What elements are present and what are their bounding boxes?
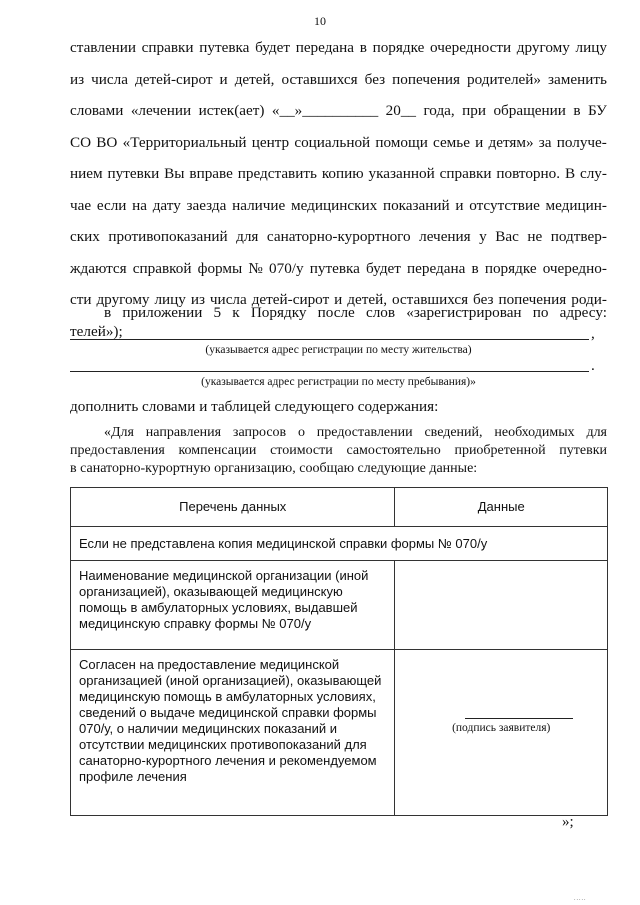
header-data-list: Перечень данных [71, 488, 395, 527]
intro-line: «Для направления запросов о предоставлении сведений, необходимых для [104, 425, 607, 440]
word: адресу: [559, 304, 607, 321]
intro-line: в санаторно-курортную организацию, сообщаю следующие данные: [70, 461, 478, 476]
word: лицу [154, 291, 186, 308]
word: другому [96, 291, 150, 308]
word: в [573, 102, 581, 119]
row1-label: Наименование медицинской организации (иной организацией), оказывающей медицинскую помощь в амбулаторных условиях, выдавшей медицинскую справку формы № 070/у [79, 568, 369, 631]
word: справки [439, 165, 492, 182]
page-number: 10 [314, 14, 326, 28]
word: года, [423, 102, 455, 119]
word: 20__ [385, 102, 416, 119]
word: медицинских [291, 196, 378, 214]
row2-label-cell [71, 650, 395, 816]
word: ждаются [70, 259, 127, 277]
word: числа [91, 70, 128, 88]
word: роди- [571, 291, 607, 308]
address-caption-2: (указывается адрес регистрации по месту пребывания)» [201, 376, 476, 388]
word: детей, [234, 70, 275, 88]
word: наличие [232, 196, 286, 214]
address-rule-end-1: , [591, 325, 595, 342]
word: дату [152, 196, 181, 214]
table-row [71, 650, 608, 816]
word: В [564, 165, 576, 182]
paragraph-line [70, 95, 607, 127]
word: ставлении [70, 39, 136, 56]
word: попечения [392, 70, 460, 88]
word: ских [70, 228, 100, 245]
word: если [96, 196, 127, 214]
table-header-row [71, 488, 608, 527]
paragraph-1 [70, 32, 607, 347]
paragraph-last-line: телей»); [70, 322, 123, 340]
word: другому [516, 39, 570, 56]
word: попечения [498, 291, 567, 308]
word: в [359, 39, 367, 56]
word: 070/у [269, 259, 304, 277]
word: повторно. [496, 165, 561, 182]
word: Вас [495, 228, 519, 245]
table-row [71, 561, 608, 650]
word: обращении [493, 102, 566, 119]
word: «лечении [130, 102, 192, 119]
word: и [455, 196, 464, 214]
word: приложении [122, 304, 203, 321]
word: по [532, 304, 549, 321]
paragraph-line [70, 253, 607, 285]
paragraph-line [70, 158, 607, 190]
word: будет [366, 259, 401, 277]
word: путевка [309, 259, 360, 277]
word: не [527, 228, 543, 245]
word: БУ [587, 102, 607, 119]
word: числа [209, 291, 247, 308]
word: передана [407, 259, 466, 277]
word: без [473, 291, 494, 308]
word: указанной [368, 165, 435, 182]
word: нием [70, 165, 103, 182]
word: «зарегистрирован [406, 304, 522, 321]
word: 5 [213, 304, 222, 321]
word: слов [365, 304, 396, 321]
word: очередно- [542, 259, 607, 277]
corner-mark: ..... [574, 896, 587, 902]
word: будет [255, 39, 290, 56]
word: медицин- [545, 196, 607, 214]
word: заезда [186, 196, 227, 214]
word: копию [321, 165, 364, 182]
word: формы [197, 259, 243, 277]
word: без [364, 70, 386, 88]
word: очередности [430, 39, 512, 56]
signature-area [395, 650, 607, 815]
word: порядке [372, 39, 425, 56]
word: детей-сирот [135, 70, 213, 88]
closing-mark: »; [562, 814, 574, 830]
row2-label: Согласен на предоставление медицинской организацией (иной организацией), оказывающей медицинскую помощь в амбулаторных условиях, сведений о выдаче медицинской справки формы 070/у, о наличии медицинских показаний и отсутствии медицинских противопоказаний для санаторно-курортного лечения и рекомендуемом профиле лечения [79, 657, 382, 784]
word: порядке [484, 259, 537, 277]
word: в [104, 304, 112, 321]
word: из [70, 70, 85, 88]
word: семье [433, 133, 470, 151]
word: заменить [548, 70, 607, 88]
word: за [538, 133, 552, 151]
signature-line [465, 718, 573, 719]
header-data: Данные [395, 488, 608, 527]
data-table [70, 487, 608, 816]
supplement-line: дополнить словами и таблицей следующего содержания: [70, 398, 439, 415]
word: передана [295, 39, 355, 56]
word: социальной [294, 133, 371, 151]
word: № [248, 259, 263, 277]
word: родителей» [467, 70, 542, 88]
word: представить [237, 165, 317, 182]
row2-signature-cell[interactable] [395, 650, 608, 816]
signature-caption: (подпись заявителя) [452, 722, 551, 734]
address-rule-1 [70, 339, 589, 340]
word: после [317, 304, 355, 321]
word: путевка [199, 39, 250, 56]
intro-paragraph [70, 424, 607, 478]
paragraph-line [70, 64, 607, 96]
word: «__»__________ [271, 102, 379, 119]
word: из [190, 291, 205, 308]
paragraph-line [70, 127, 607, 159]
word: сти [70, 291, 92, 308]
word: «Территориальный [122, 133, 247, 151]
word: детей, [347, 291, 388, 308]
word: оставшихся [391, 291, 469, 308]
word: и [334, 291, 343, 308]
word: лицу [575, 39, 607, 56]
word: помощи [375, 133, 428, 151]
word: истек(ает) [198, 102, 265, 119]
word: на [132, 196, 147, 214]
word: центр [251, 133, 290, 151]
word: оставшихся [281, 70, 358, 88]
word: в [471, 259, 479, 277]
word: лечения [419, 228, 471, 245]
section-text: Если не представлена копия медицинской справки формы № 070/у [79, 535, 488, 551]
word: ВО [96, 133, 118, 151]
word: к [232, 304, 240, 321]
word: и [219, 70, 228, 88]
word: словами [70, 102, 124, 119]
word: Вы [164, 165, 185, 182]
row1-value-cell[interactable] [395, 561, 608, 650]
word: показаний [382, 196, 450, 214]
row1-label-cell [71, 561, 395, 650]
word: получе- [556, 133, 607, 151]
word: вправе [189, 165, 233, 182]
address-rule-2 [70, 371, 589, 372]
word: путевки [107, 165, 160, 182]
word: для [236, 228, 259, 245]
word: СО [70, 133, 92, 151]
word: детям» [488, 133, 534, 151]
word: противопоказаний [108, 228, 228, 245]
paragraph-line [70, 190, 607, 222]
table-section-row [71, 527, 608, 561]
word: санаторно-курортного [266, 228, 411, 245]
word: слу- [579, 165, 607, 182]
word: детей-сирот [251, 291, 330, 308]
word: отсутствие [469, 196, 540, 214]
word: у [479, 228, 487, 245]
address-caption-1: (указывается адрес регистрации по месту жительства) [205, 344, 472, 356]
word: справкой [132, 259, 192, 277]
address-rule-end-2: . [591, 357, 595, 374]
word: чае [70, 196, 92, 214]
paragraph-line [70, 221, 607, 253]
word: при [462, 102, 487, 119]
paragraph-line [70, 32, 607, 64]
intro-line: предоставления компенсации стоимости самостоятельно приобретенной путевки [70, 443, 607, 458]
word: Порядку [250, 304, 307, 321]
section-cell [71, 527, 608, 561]
amend-line [104, 303, 607, 323]
word: подтвер- [550, 228, 607, 245]
word: справки [141, 39, 194, 56]
word: и [475, 133, 484, 151]
